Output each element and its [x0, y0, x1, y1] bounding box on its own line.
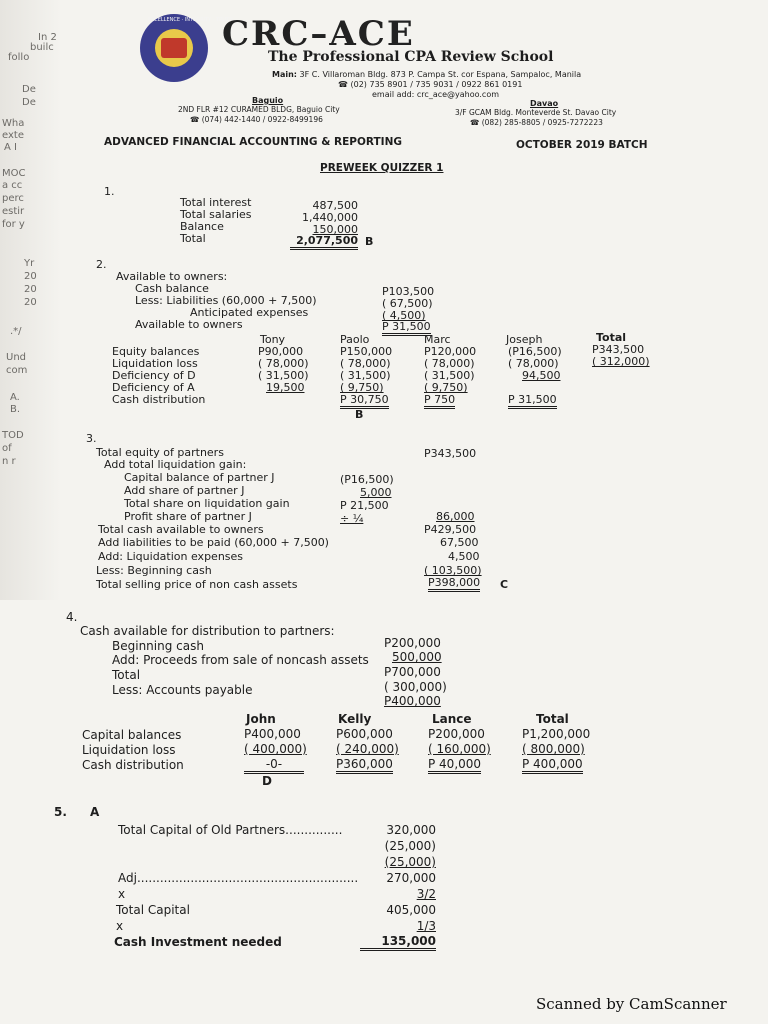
margin-fragment: n r [2, 456, 16, 467]
q2-header-marc: Marc [424, 333, 451, 346]
q2-marc-cell: P120,000 [424, 345, 477, 358]
q3-label: Total selling price of non cash assets [96, 578, 298, 591]
q3-mid-value: (P16,500) [340, 473, 394, 486]
q1-answer: B [365, 235, 374, 248]
scanner-watermark: Scanned by CamScanner [536, 995, 727, 1013]
q3-label: Add: Liquidation expenses [98, 550, 244, 563]
q4-row-label: Cash distribution [82, 758, 184, 772]
q4-title: Cash available for distribution to partners: [80, 624, 335, 638]
q3-label: Add share of partner J [124, 484, 245, 497]
q4-label: Less: Accounts payable [112, 683, 253, 697]
q3-mid-value: 5,000 [360, 486, 392, 499]
q4-value: ( 300,000) [384, 680, 447, 694]
q2-avail-title: Available to owners: [116, 270, 228, 283]
q5-label: Total Capital [116, 903, 190, 917]
q5-total: 135,000 [360, 934, 436, 951]
q3-right-value: 86,000 [436, 510, 475, 523]
q2-avail-label: Less: Liabilities (60,000 + 7,500) [135, 294, 317, 307]
margin-fragment: MOC [2, 168, 26, 179]
q4-row-label: Liquidation loss [82, 743, 176, 757]
q4-header-john: John [246, 712, 276, 726]
q4-total-cell: P1,200,000 [522, 727, 591, 741]
q2-tony-cell: ( 78,000) [258, 357, 309, 370]
q2-header-paolo: Paolo [340, 333, 370, 346]
main-address: 3F C. Villaroman Bldg. 873 P. Campa St. cor Espana, Sampaloc, Manila [299, 70, 582, 79]
q3-label: Total cash available to owners [98, 523, 264, 536]
q5-label: x [116, 919, 124, 933]
q4-label: Total [112, 668, 141, 682]
margin-fragment: A. [10, 392, 20, 403]
q4-john-cell: -0- [244, 757, 304, 774]
q2-marc-cell: ( 78,000) [424, 357, 475, 370]
baguio-address: 2ND FLR #12 CURAMED BLDG, Baguio City [178, 105, 340, 114]
q3-right-value: 67,500 [440, 536, 479, 549]
q1-value: 150,000 [312, 223, 358, 236]
q2-joseph-cell: ( 78,000) [508, 357, 559, 370]
q4-label: Beginning cash [112, 639, 204, 653]
margin-fragment: 20 [24, 271, 37, 282]
q4-answer: D [262, 774, 272, 788]
q2-paolo-cell: P 30,750 [340, 393, 389, 409]
q2-tony-cell: ( 31,500) [258, 369, 309, 382]
school-subtitle: The Professional CPA Review School [268, 49, 554, 65]
q2-header-tony: Tony [260, 333, 286, 346]
q3-mid-value: P 21,500 [340, 499, 389, 512]
q2-paolo-cell: ( 9,750) [340, 381, 384, 394]
q4-kelly-cell: P360,000 [336, 757, 393, 774]
q2-marc-cell: ( 31,500) [424, 369, 475, 382]
baguio-phone: ☎ (074) 442-1440 / 0922-8499196 [190, 115, 323, 124]
q3-label: Add liabilities to be paid (60,000 + 7,500) [98, 536, 329, 549]
q4-header-total: Total [536, 712, 569, 726]
margin-fragment: Yr [24, 258, 35, 269]
q2-paolo-cell: ( 78,000) [340, 357, 391, 370]
seal-ring-text: EXCELLENCE · INTEGRITY · TRUTH [148, 17, 233, 23]
margin-fragment: TOD [2, 430, 24, 441]
q2-avail-label: Cash balance [135, 282, 209, 295]
q3-right-value: P398,000 [428, 576, 480, 592]
q5-value: (25,000) [384, 839, 436, 853]
main-email: email add: crc_ace@yahoo.com [372, 90, 500, 99]
brand-title: CRC–ACE [222, 14, 415, 54]
q2-tony-cell: 19,500 [266, 381, 305, 394]
seal-emblem-icon [161, 38, 187, 58]
q5-value: 3/2 [416, 887, 436, 901]
q2-row-label: Cash distribution [112, 393, 206, 406]
q5-label: Cash Investment needed [114, 935, 282, 949]
margin-fragment: of [2, 443, 12, 454]
q4-kelly-cell: P600,000 [336, 727, 393, 741]
margin-fragment: exte [2, 130, 24, 141]
q3-right-value: P343,500 [424, 447, 477, 460]
main-phone: ☎ (02) 735 8901 / 735 9031 / 0922 861 0191 [338, 80, 523, 89]
q5-label: x [118, 887, 126, 901]
q2-avail-value: P 31,500 [382, 320, 431, 336]
margin-fragment: a cc [2, 180, 23, 191]
margin-fragment: com [6, 365, 28, 376]
q4-value: P200,000 [384, 636, 441, 650]
q2-header-total: Total [596, 331, 627, 344]
margin-fragment: A I [4, 142, 17, 153]
q5-value: (25,000) [384, 855, 436, 869]
q5-value: 270,000 [386, 871, 436, 885]
q2-marc-cell: ( 9,750) [424, 381, 468, 394]
q4-total-cell: ( 800,000) [522, 742, 585, 756]
q3-label: Capital balance of partner J [124, 471, 275, 484]
q4-row-label: Capital balances [82, 728, 182, 742]
q3-label: Total share on liquidation gain [124, 497, 290, 510]
q2-answer: B [355, 408, 364, 421]
q2-joseph-cell: (P16,500) [508, 345, 562, 358]
q3-right-value: 4,500 [448, 550, 480, 563]
margin-fragment: In 2 [38, 32, 57, 43]
q4-kelly-cell: ( 240,000) [336, 742, 399, 756]
q4-total-cell: P 400,000 [522, 757, 583, 774]
q2-total-cell: ( 312,000) [592, 355, 650, 368]
q2-header-joseph: Joseph [506, 333, 543, 346]
q2-avail-value: ( 67,500) [382, 297, 433, 310]
q4-lance-cell: P200,000 [428, 727, 485, 741]
q4-john-cell: ( 400,000) [244, 742, 307, 756]
q1-label: Total salaries [180, 208, 252, 221]
q1-total: 2,077,500 [290, 234, 358, 250]
q5-label: Adj.......................................................... [118, 871, 359, 885]
q4-header-lance: Lance [432, 712, 472, 726]
q2-paolo-cell: ( 31,500) [340, 369, 391, 382]
q3-right-value: ( 103,500) [424, 564, 482, 577]
q2-row-label: Deficiency of A [112, 381, 195, 394]
margin-fragment: 20 [24, 284, 37, 295]
q5-answer: A [90, 805, 100, 819]
q2-marc-cell: P 750 [424, 393, 455, 409]
q1-label: Total [180, 232, 206, 245]
q4-john-cell: P400,000 [244, 727, 301, 741]
q4-lance-cell: ( 160,000) [428, 742, 491, 756]
q3-label: Profit share of partner J [124, 510, 252, 523]
q1-label: Total interest [180, 196, 252, 209]
q3-label: Add total liquidation gain: [104, 458, 247, 471]
margin-fragment: 20 [24, 297, 37, 308]
q2-total-cell: P343,500 [592, 343, 645, 356]
q5-number: 5. [54, 805, 67, 819]
q3-mid-value: ÷ ¼ [340, 512, 364, 525]
q3-label: Total equity of partners [96, 446, 224, 459]
margin-fragment: perc [2, 193, 24, 204]
q3-number: 3. [86, 432, 97, 445]
q5-label: Total Capital of Old Partners............... [118, 823, 343, 837]
q2-avail-label: Anticipated expenses [190, 306, 309, 319]
margin-fragment: .*/ [10, 326, 22, 337]
q1-value: 487,500 [312, 199, 358, 212]
margin-fragment: De [22, 84, 36, 95]
q1-value: 1,440,000 [302, 211, 358, 224]
q2-avail-value: ( 4,500) [382, 309, 426, 322]
q2-row-label: Deficiency of D [112, 369, 196, 382]
margin-fragment: B. [10, 404, 21, 415]
q3-right-value: P429,500 [424, 523, 477, 536]
q1-label: Balance [180, 220, 224, 233]
q4-header-kelly: Kelly [338, 712, 372, 726]
q1-number: 1. [104, 185, 115, 198]
margin-fragment: follo [8, 52, 30, 63]
q2-joseph-cell: 94,500 [522, 369, 561, 382]
q2-avail-value: P103,500 [382, 285, 435, 298]
q5-value: 320,000 [386, 823, 436, 837]
subject-heading: ADVANCED FINANCIAL ACCOUNTING & REPORTING [104, 136, 402, 148]
q4-value: P400,000 [384, 694, 441, 708]
davao-title: Davao [530, 99, 559, 108]
davao-phone: ☎ (082) 285-8805 / 0925-7272223 [470, 118, 603, 127]
q4-lance-cell: P 40,000 [428, 757, 481, 774]
quiz-title: PREWEEK QUIZZER 1 [320, 162, 444, 174]
q4-value: P700,000 [384, 665, 441, 679]
q4-label: Add: Proceeds from sale of noncash assets [112, 653, 369, 667]
main-label: Main: [272, 70, 297, 79]
margin-fragment: estir [2, 206, 25, 217]
q4-value: 500,000 [392, 650, 442, 664]
batch-heading: OCTOBER 2019 BATCH [516, 139, 648, 151]
margin-fragment: De [22, 97, 36, 108]
q2-row-label: Equity balances [112, 345, 200, 358]
q5-value: 405,000 [386, 903, 436, 917]
q5-value: 1/3 [416, 919, 436, 933]
q2-row-label: Liquidation loss [112, 357, 198, 370]
q2-number: 2. [96, 258, 107, 271]
margin-fragment: builc [30, 42, 54, 53]
q2-joseph-cell: P 31,500 [508, 393, 557, 409]
q4-number: 4. [66, 610, 78, 624]
davao-address: 3/F GCAM Bldg. Monteverde St. Davao City [455, 108, 617, 117]
margin-fragment: for y [2, 219, 25, 230]
baguio-title: Baguio [252, 96, 284, 105]
margin-fragment: Und [6, 352, 27, 363]
q3-answer: C [500, 578, 509, 591]
margin-fragment: Wha [2, 118, 25, 129]
q3-label: Less: Beginning cash [96, 564, 212, 577]
q2-paolo-cell: P150,000 [340, 345, 393, 358]
q2-tony-cell: P90,000 [258, 345, 304, 358]
q2-avail-label: Available to owners [135, 318, 243, 331]
